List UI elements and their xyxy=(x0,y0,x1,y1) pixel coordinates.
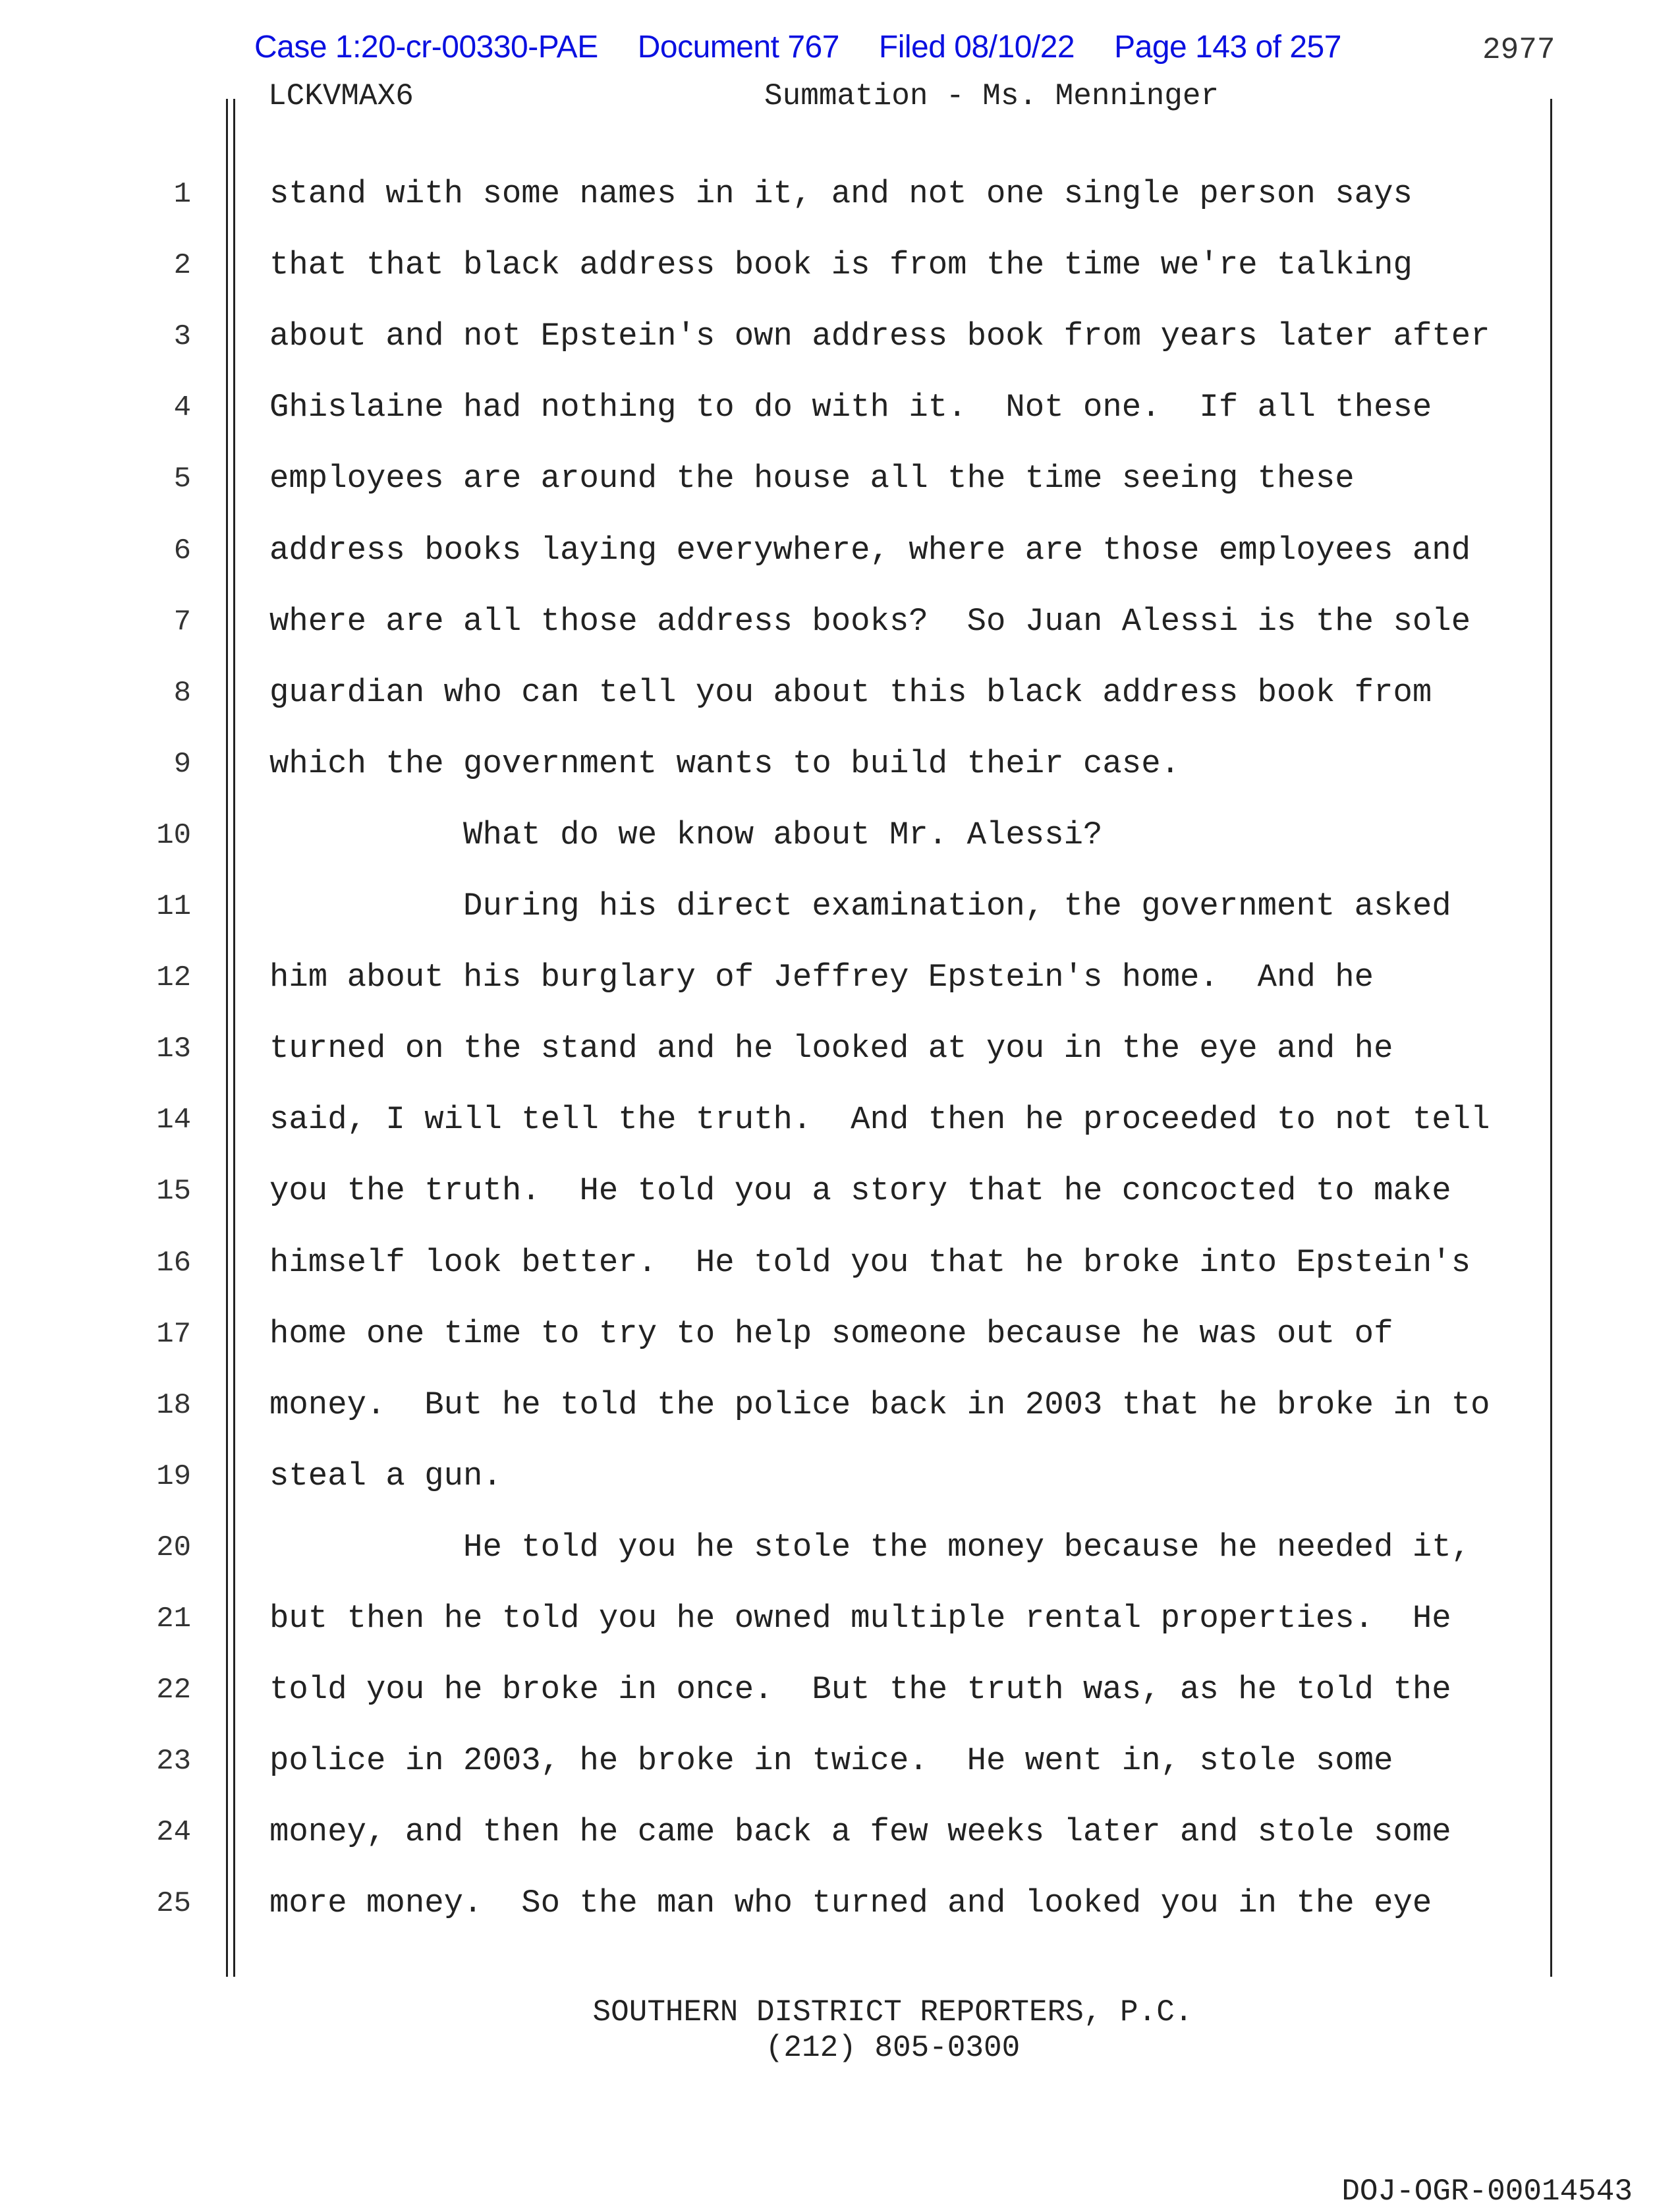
transcript-line: himself look better. He told you that he broke into Epstein's xyxy=(269,1243,1471,1281)
transcript-page-number: 2977 xyxy=(1482,33,1555,67)
transcript-line: more money. So the man who turned and looked you in the eye xyxy=(269,1885,1432,1922)
transcript-line: but then he told you he owned multiple rental properties. He xyxy=(269,1600,1451,1637)
line-number: 8 xyxy=(173,676,191,710)
transcript-line: He told you he stole the money because he needed it, xyxy=(269,1528,1471,1566)
transcript-line: turned on the stand and he looked at you in the eye and he xyxy=(269,1030,1393,1067)
line-number: 5 xyxy=(173,463,191,496)
left-margin-rule xyxy=(226,99,228,1977)
line-number: 2 xyxy=(173,249,191,283)
document-number: Document 767 xyxy=(637,30,839,65)
line-number: 13 xyxy=(156,1033,191,1066)
transcript-line: told you he broke in once. But the truth was, as he told the xyxy=(269,1671,1451,1709)
line-number: 20 xyxy=(156,1531,191,1564)
line-number: 1 xyxy=(173,178,191,211)
transcript-line: you the truth. He told you a story that he concocted to make xyxy=(269,1172,1451,1210)
transcript-id: LCKVMAX6 xyxy=(268,79,414,113)
line-number: 16 xyxy=(156,1246,191,1280)
transcript-line: home one time to try to help someone because he was out of xyxy=(269,1315,1393,1352)
transcript-line: said, I will tell the truth. And then he proceeded to not tell xyxy=(269,1101,1490,1139)
bates-number: DOJ-OGR-00014543 xyxy=(1341,2174,1633,2209)
line-number: 7 xyxy=(173,605,191,638)
line-number: 4 xyxy=(173,391,191,425)
line-number: 22 xyxy=(156,1674,191,1707)
line-number: 6 xyxy=(173,534,191,567)
section-title: Summation - Ms. Menninger xyxy=(764,79,1219,113)
transcript-line: money, and then he came back a few weeks later and stole some xyxy=(269,1813,1451,1851)
right-margin-rule xyxy=(1550,99,1552,1977)
transcript-line: police in 2003, he broke in twice. He went in, stole some xyxy=(269,1742,1393,1780)
transcript-line: about and not Epstein's own address book from years later after xyxy=(269,318,1490,355)
page-of-total: Page 143 of 257 xyxy=(1114,30,1341,65)
transcript-line: guardian who can tell you about this black address book from xyxy=(269,673,1432,711)
transcript-line: employees are around the house all the time seeing these xyxy=(269,460,1355,497)
line-number: 23 xyxy=(156,1745,191,1778)
line-number: 25 xyxy=(156,1887,191,1921)
transcript-line: steal a gun. xyxy=(269,1457,502,1494)
line-number: 9 xyxy=(173,747,191,781)
line-number: 14 xyxy=(156,1104,191,1137)
transcript-line: that that black address book is from the time we're talking xyxy=(269,246,1413,284)
line-number: 24 xyxy=(156,1816,191,1850)
transcript-line: him about his burglary of Jeffrey Epstein's home. And he xyxy=(269,959,1374,996)
transcript-line: address books laying everywhere, where are those employees and xyxy=(269,531,1471,569)
line-number: 17 xyxy=(156,1317,191,1351)
court-filing-stamp xyxy=(254,29,1381,65)
case-number: Case 1:20-cr-00330-PAE xyxy=(254,30,598,65)
transcript-line: money. But he told the police back in 2003 that he broke in to xyxy=(269,1386,1490,1423)
transcript-line: Ghislaine had nothing to do with it. Not one. If all these xyxy=(269,389,1432,426)
transcript-line: where are all those address books? So Juan Alessi is the sole xyxy=(269,602,1471,640)
transcript-line: stand with some names in it, and not one single person says xyxy=(269,175,1413,212)
left-margin-rule xyxy=(233,99,235,1977)
filed-date: Filed 08/10/22 xyxy=(878,30,1075,65)
line-number: 18 xyxy=(156,1388,191,1422)
line-number: 15 xyxy=(156,1175,191,1208)
line-number: 11 xyxy=(156,890,191,923)
line-number: 12 xyxy=(156,961,191,995)
line-number: 10 xyxy=(156,818,191,852)
line-number: 19 xyxy=(156,1460,191,1493)
reporter-phone: (212) 805-0300 xyxy=(765,2031,1021,2065)
line-number: 3 xyxy=(173,320,191,354)
line-number: 21 xyxy=(156,1602,191,1635)
reporter-name: SOUTHERN DISTRICT REPORTERS, P.C. xyxy=(592,1995,1193,2029)
transcript-line: During his direct examination, the government asked xyxy=(269,888,1451,924)
transcript-line: which the government wants to build their case. xyxy=(269,745,1181,782)
transcript-line: What do we know about Mr. Alessi? xyxy=(269,816,1103,853)
